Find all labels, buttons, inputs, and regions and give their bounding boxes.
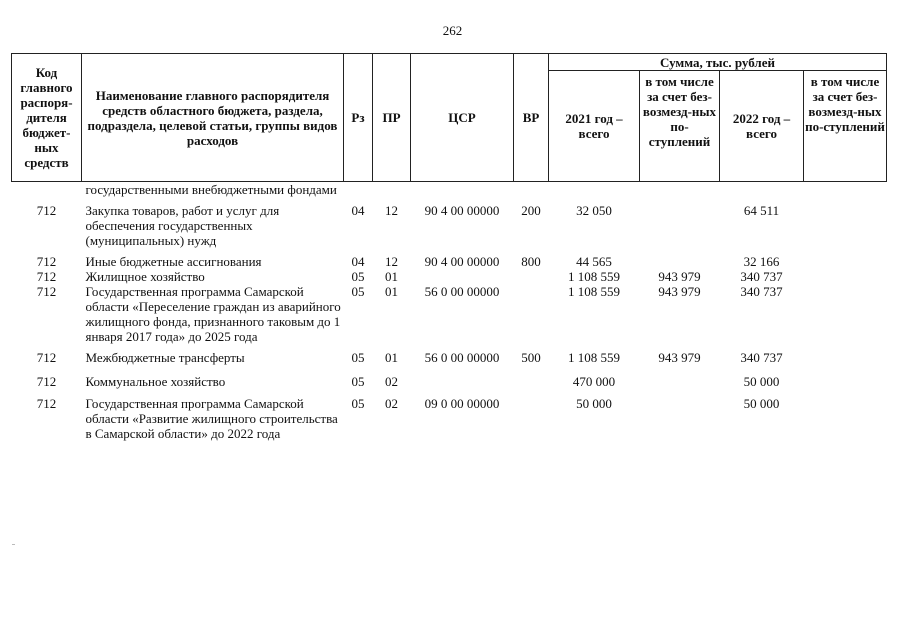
page-number: 262: [442, 23, 463, 38]
header-pr: ПР: [373, 54, 411, 182]
header-csr: ЦСР: [411, 54, 514, 182]
cell-2022-gratuitous: [804, 269, 887, 284]
table-row: [12, 269, 887, 284]
cell-vr: [514, 284, 549, 344]
cell-name: Коммунальное хозяйство: [85, 374, 226, 389]
cell-code: 712: [36, 203, 57, 218]
header-2022-gratuitous: в том числе за счет без-возмезд-ных по-ступлений: [804, 71, 887, 182]
cell-2021-total: 1 108 559: [568, 350, 620, 365]
cell-rz: 05: [351, 269, 365, 284]
header-2022-total: 2022 год – всего: [720, 71, 804, 182]
cell-pr: 12: [385, 254, 398, 269]
cell-name: Закупка товаров, работ и услуг для обеспечения государственных (муниципальных) нужд: [85, 203, 280, 248]
header-2021-total: 2021 год – всего: [549, 71, 640, 182]
cell-rz: 04: [351, 254, 365, 269]
cell-2022-gratuitous: [804, 248, 887, 269]
cell-code: 712: [36, 350, 57, 365]
cell-2021-gratuitous: [640, 182, 720, 198]
cell-code: 712: [36, 396, 57, 411]
cell-pr: [373, 182, 411, 198]
table-row: [12, 344, 887, 365]
cell-name: Государственная программа Самарской области «Развитие жилищного строительства в Самарской области» до 2022 года: [85, 396, 338, 441]
header-2021-gratuitous: в том числе за счет без-возмезд-ных по-ступлений: [640, 71, 720, 182]
cell-2021-gratuitous: 943 979: [658, 284, 701, 299]
cell-csr: 56 0 00 00000: [424, 350, 500, 365]
cell-rz: 05: [351, 350, 365, 365]
cell-2021-total: 1 108 559: [568, 284, 620, 299]
cell-pr: 01: [385, 284, 398, 299]
cell-code: 712: [36, 269, 57, 284]
header-vr: ВР: [514, 54, 549, 182]
cell-vr: 500: [521, 350, 541, 365]
cell-csr: 90 4 00 00000: [424, 203, 500, 218]
cell-2021-total: 50 000: [576, 396, 612, 411]
cell-pr: 01: [385, 269, 398, 284]
cell-code: [12, 182, 82, 198]
table-row: [12, 182, 887, 198]
cell-2021-gratuitous: [640, 197, 720, 248]
cell-vr: [514, 365, 549, 389]
header-sum-group: Сумма, тыс. рублей: [549, 54, 887, 71]
table-row: [12, 248, 887, 269]
cell-csr: 90 4 00 00000: [424, 254, 500, 269]
cell-csr: [411, 269, 514, 284]
table-row: [12, 365, 887, 389]
cell-2022-total: 50 000: [743, 374, 780, 389]
cell-2022-total: 32 166: [743, 254, 780, 269]
cell-code: 712: [36, 254, 57, 269]
table-row: [12, 389, 887, 441]
cell-2022-gratuitous: [804, 344, 887, 365]
cell-2021-total: [549, 182, 640, 198]
cell-csr: [411, 182, 514, 198]
cell-2021-total: 470 000: [572, 374, 616, 389]
cell-2022-total: 340 737: [740, 350, 783, 365]
cell-csr: 56 0 00 00000: [424, 284, 500, 299]
table-row: [12, 197, 887, 248]
header-name: Наименование главного распорядителя средств областного бюджета, раздела, подраздела, целевой статьи, группы видов расходов: [82, 54, 344, 182]
table-body: [12, 182, 887, 442]
cell-rz: 05: [351, 374, 365, 389]
cell-2022-gratuitous: [804, 284, 887, 344]
cell-rz: [344, 182, 373, 198]
cell-csr: 09 0 00 00000: [424, 396, 500, 411]
cell-pr: 02: [385, 396, 398, 411]
cell-2021-total: 44 565: [576, 254, 612, 269]
cell-2021-total: 1 108 559: [568, 269, 620, 284]
cell-2022-total: [720, 182, 804, 198]
cell-vr: [514, 389, 549, 441]
header-code: Код главного распоря-дителя бюджет-ных средств: [12, 54, 82, 182]
cell-vr: 200: [521, 203, 541, 218]
cell-2022-gratuitous: [804, 389, 887, 441]
cell-name: Жилищное хозяйство: [85, 269, 205, 284]
cell-2021-gratuitous: [640, 365, 720, 389]
cell-2022-gratuitous: [804, 197, 887, 248]
cell-rz: 05: [351, 396, 365, 411]
cell-2021-gratuitous: 943 979: [658, 350, 701, 365]
cell-rz: 04: [351, 203, 365, 218]
cell-2021-total: 32 050: [576, 203, 612, 218]
header-rz: Рз: [344, 54, 373, 182]
cell-2022-total: 64 511: [743, 203, 780, 218]
cell-2021-gratuitous: [640, 389, 720, 441]
cell-pr: 12: [385, 203, 398, 218]
cell-name: Межбюджетные трансферты: [85, 350, 245, 365]
table-row: [12, 284, 887, 344]
cell-name: Иные бюджетные ассигнования: [85, 254, 262, 269]
cell-pr: 01: [385, 350, 398, 365]
cell-2022-total: 340 737: [740, 269, 783, 284]
cell-vr: [514, 269, 549, 284]
cell-2022-gratuitous: [804, 182, 887, 198]
cell-vr: 800: [521, 254, 541, 269]
cell-2022-total: 50 000: [743, 396, 780, 411]
cell-name: государственными внебюджетными фондами: [85, 182, 337, 197]
cell-2022-total: 340 737: [740, 284, 783, 299]
cell-name: Государственная программа Самарской области «Переселение граждан из аварийного жилищного фонда, признанного таковым до 1 января 2017 года» до 2025 года: [85, 284, 341, 344]
cell-pr: 02: [385, 374, 398, 389]
cell-csr: [411, 365, 514, 389]
table-header: [12, 54, 887, 182]
cell-2021-gratuitous: [640, 248, 720, 269]
cell-rz: 05: [351, 284, 365, 299]
budget-table: [11, 53, 887, 441]
cell-2021-gratuitous: 943 979: [658, 269, 701, 284]
cell-code: 712: [36, 374, 57, 389]
cell-code: 712: [36, 284, 57, 299]
cell-vr: [514, 182, 549, 198]
cell-2022-gratuitous: [804, 365, 887, 389]
scan-mark: [12, 544, 15, 545]
